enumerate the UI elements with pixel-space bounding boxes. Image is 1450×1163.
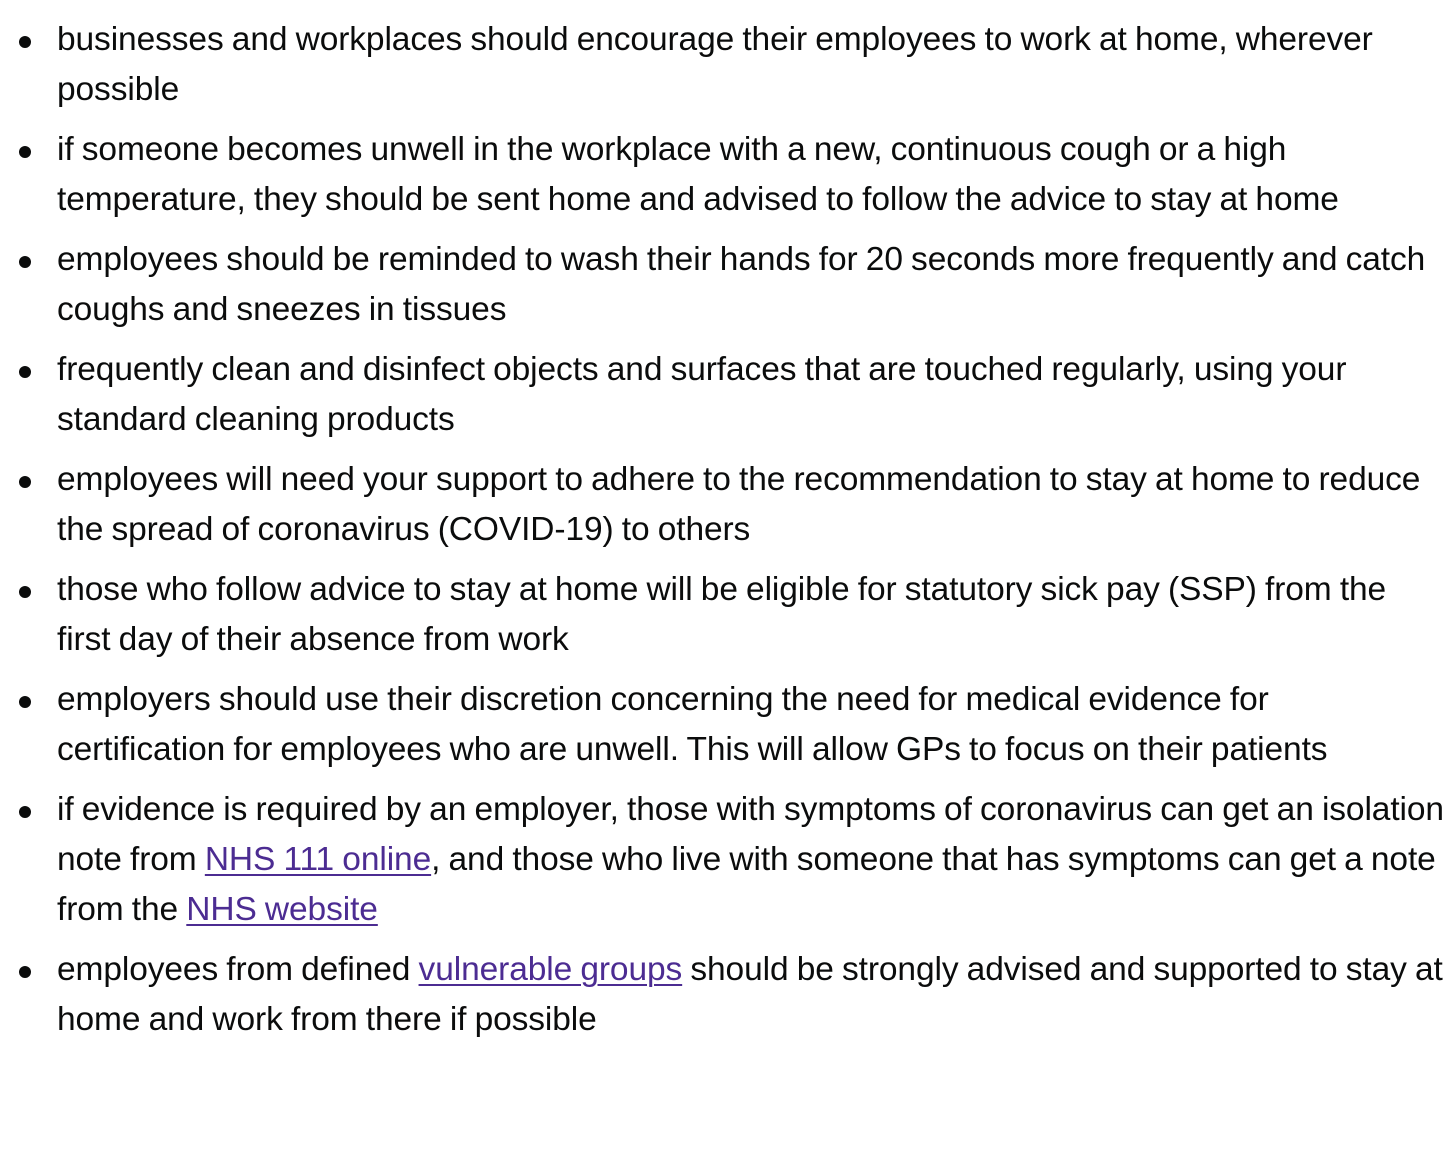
bullet-icon — [19, 586, 31, 598]
bullet-icon — [19, 256, 31, 268]
list-item-work-from-home — [0, 15, 1450, 115]
nhs-111-online-link[interactable]: NHS 111 online — [204, 841, 432, 878]
bullet-icon — [19, 966, 31, 978]
list-item-medical-evidence — [0, 675, 1450, 775]
list-item-text: , and those who live with someone that has symptoms can get a note from the — [57, 841, 1436, 928]
bullet-icon — [19, 36, 31, 48]
list-item-text: employees should be reminded to wash their hands for 20 seconds more frequently and catch coughs and sneezes in tissues — [57, 241, 1426, 328]
list-item-support-employees — [0, 455, 1450, 555]
list-item-text: employers should use their discretion concerning the need for medical evidence for certification for employees who are unwell. This will allow GPs to focus on their patients — [57, 681, 1328, 768]
bullet-icon — [19, 366, 31, 378]
list-item-text: if evidence is required by an employer, those with symptoms of coronavirus can get an isolation note from — [57, 791, 1444, 878]
list-item-text: if someone becomes unwell in the workplace with a new, continuous cough or a high temperature, they should be sent home and advised to follow the advice to stay at home — [57, 131, 1339, 218]
list-item-text: should be strongly advised and supported to stay at home and work from there if possible — [57, 951, 1443, 1038]
list-item-unwell-sent-home — [0, 125, 1450, 225]
list-item-text: businesses and workplaces should encourage their employees to work at home, wherever possible — [57, 21, 1373, 108]
list-item-text: frequently clean and disinfect objects and surfaces that are touched regularly, using your standard cleaning products — [57, 351, 1347, 438]
list-item-wash-hands — [0, 235, 1450, 335]
nhs-website-link[interactable]: NHS website — [186, 891, 378, 928]
list-item-vulnerable-groups — [0, 945, 1450, 1045]
bullet-icon — [19, 696, 31, 708]
bullet-icon — [19, 476, 31, 488]
list-item-text: employees from defined — [57, 951, 419, 988]
list-item-text: those who follow advice to stay at home will be eligible for statutory sick pay (SSP) from the first day of their absence from work — [57, 571, 1387, 658]
list-item-clean-surfaces — [0, 345, 1450, 445]
bullet-icon — [19, 806, 31, 818]
list-item-isolation-note — [0, 785, 1450, 935]
list-item-text: employees will need your support to adhere to the recommendation to stay at home to reduce the spread of coronavirus (COVID-19) to others — [57, 461, 1421, 548]
list-item-statutory-sick-pay — [0, 565, 1450, 665]
bullet-icon — [19, 146, 31, 158]
vulnerable-groups-link[interactable]: vulnerable groups — [418, 951, 683, 988]
